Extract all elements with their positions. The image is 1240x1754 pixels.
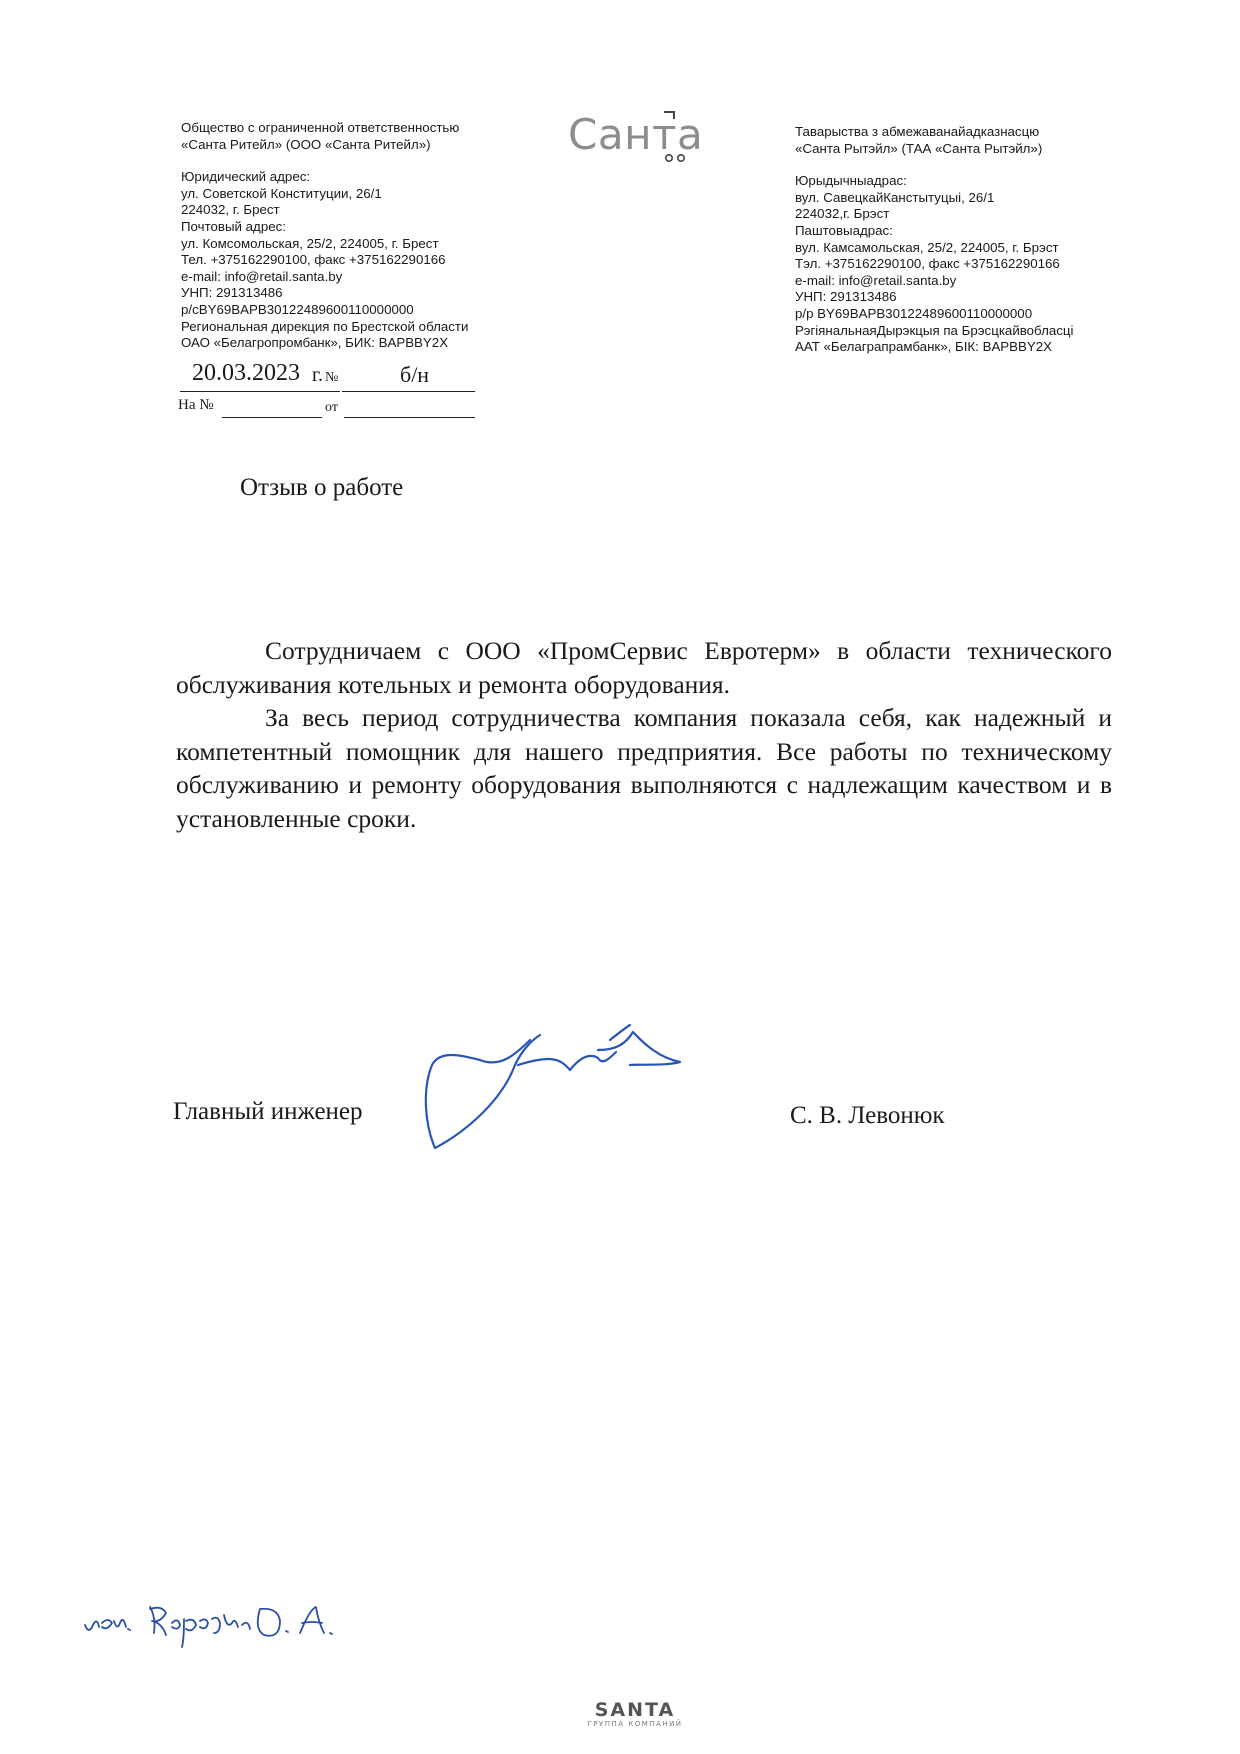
legal-address-city: 224032, г. Брест — [181, 202, 280, 218]
handwritten-signature — [420, 1010, 720, 1160]
header-right — [795, 124, 1155, 356]
bank-account: р/cBY69BAPB30122489600110000000 — [181, 301, 414, 317]
email: e-mail: info@retail.santa.by — [181, 268, 343, 284]
date-underline — [180, 391, 340, 392]
legal-address-label: Юридический адрес: — [181, 169, 311, 185]
ref-from-label: от — [325, 400, 338, 415]
body-paragraph-2: За весь период сотрудничества компания показала себя, как надежный и компетентный помощник для нашего предприятия. Все работы по техническому обслуживанию и ремонту оборудования выполняются с надлежащим качеством и в установленные сроки. — [176, 703, 1112, 833]
org-name-line1: Общество с ограниченной ответственностью — [181, 120, 460, 135]
logo-wheels-icon — [568, 110, 728, 170]
letter-subject: Отзыв о работе — [240, 474, 404, 501]
body-paragraph-1: Сотрудничаем с ООО «ПромСервис Евротерм» в области технического обслуживания котельных и ремонта оборудования. — [176, 636, 1112, 699]
bank-line2-by: ААТ «Белаграпрамбанк», БIК: BAPBBY2X — [795, 339, 1053, 355]
footer-subtitle: ГРУППА КОМПАНИЙ — [587, 1720, 683, 1728]
postal-address: ул. Комсомольская, 25/2, 224005, г. Брест — [181, 235, 439, 251]
org-name-line2-by: «Санта Рытэйл» (ТАА «Санта Рытэйл») — [795, 140, 1043, 156]
legal-address-street: ул. Советской Конституции, 26/1 — [181, 185, 382, 201]
santa-logo — [568, 110, 728, 170]
postal-address-label-by: Паштовыадрас: — [795, 222, 893, 238]
legal-address-city-by: 224032,г. Брэст — [795, 206, 890, 222]
footer-brand: SANTA — [594, 1699, 676, 1721]
handwritten-executor-note — [80, 1595, 400, 1655]
signatory-name: С. В. Левонюк — [790, 1102, 945, 1129]
postal-address-label: Почтовый адрес: — [181, 218, 286, 234]
footer-logo — [580, 1700, 690, 1729]
header-left — [181, 120, 521, 352]
document-date: 20.03.2023 — [192, 360, 300, 386]
ref-number-label: На № — [178, 397, 214, 413]
unp: УНП: 291313486 — [181, 285, 283, 301]
document-number: б/н — [400, 362, 430, 387]
bank-line1-by: РэгіянальнаяДырэкцыя па Брэсцкайвобласці — [795, 322, 1074, 338]
letter-body — [176, 634, 1112, 835]
ref-number-underline — [222, 417, 322, 418]
phone-fax-by: Тэл. +375162290100, факс +375162290166 — [795, 256, 1060, 272]
number-underline — [342, 391, 475, 392]
org-name-line1-by: Таварыства з абмежаванайадказнасцю — [795, 124, 1040, 139]
year-suffix: г. — [312, 364, 323, 386]
bank-line1: Региональная дирекция по Брестской области — [181, 318, 469, 334]
org-name-line2: «Санта Ритейл» (ООО «Санта Ритейл») — [181, 136, 431, 152]
number-sign: № — [325, 370, 339, 385]
legal-address-label-by: Юрыдычныадрас: — [795, 173, 907, 189]
phone-fax: Тел. +375162290100, факс +375162290166 — [181, 252, 446, 268]
email-by: e-mail: info@retail.santa.by — [795, 272, 957, 288]
unp-by: УНП: 291313486 — [795, 289, 897, 305]
legal-address-street-by: вул. СавецкайКанстытуцыі, 26/1 — [795, 189, 995, 205]
logo-text: Санта — [568, 110, 704, 159]
signatory-position: Главный инженер — [173, 1098, 363, 1125]
postal-address-by: вул. Камсамольская, 25/2, 224005, г. Брэст — [795, 239, 1059, 255]
ref-from-underline — [344, 417, 475, 418]
bank-line2: ОАО «Белагропромбанк», БИК: BAPBBY2X — [181, 335, 449, 351]
bank-account-by: р/р BY69BAPB30122489600110000000 — [795, 305, 1033, 321]
